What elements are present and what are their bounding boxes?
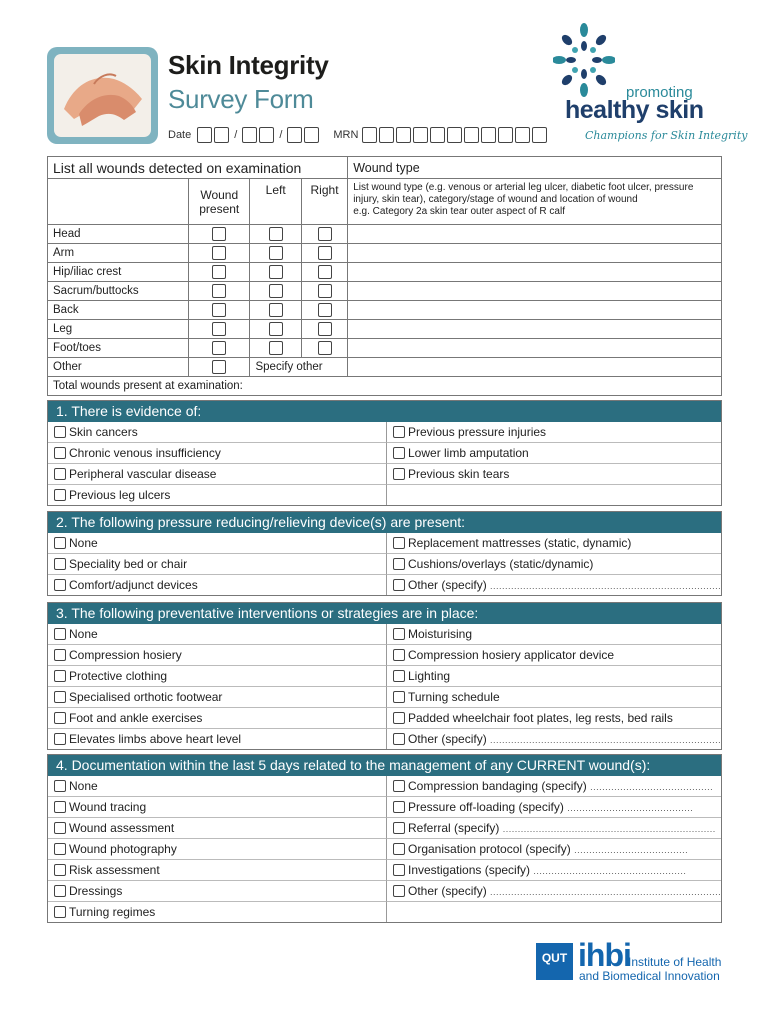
- checkbox[interactable]: [393, 864, 405, 876]
- checkbox[interactable]: [393, 649, 405, 661]
- option-foot-ankle-exercises[interactable]: Foot and ankle exercises: [48, 708, 387, 729]
- left-checkbox[interactable]: [269, 284, 283, 298]
- checkbox[interactable]: [54, 649, 66, 661]
- logo-tagline: Champions for Skin Integrity: [585, 129, 748, 142]
- checkbox[interactable]: [393, 468, 405, 480]
- option-previous-skin-tears[interactable]: Previous skin tears: [387, 464, 721, 485]
- option-comfort-devices[interactable]: Comfort/adjunct devices: [48, 575, 387, 595]
- option-peripheral-vascular[interactable]: Peripheral vascular disease: [48, 464, 387, 485]
- mrn-digit[interactable]: [481, 127, 496, 143]
- checkbox[interactable]: [393, 670, 405, 682]
- right-checkbox[interactable]: [318, 227, 332, 241]
- option-chronic-venous[interactable]: Chronic venous insufficiency: [48, 443, 387, 464]
- wound-location: Leg: [48, 320, 189, 339]
- institute-line-2: and Biomedical Innovation: [579, 969, 720, 983]
- option-other-specify[interactable]: Other (specify) .............................................................................: [387, 575, 721, 595]
- wound-type-field[interactable]: [348, 339, 722, 358]
- title-line-1: Skin Integrity: [168, 50, 329, 80]
- wound-location: Sacrum/buttocks: [48, 282, 189, 301]
- option-referral[interactable]: Referral (specify) .......................................................................: [387, 818, 721, 839]
- checkbox[interactable]: [393, 628, 405, 640]
- date-month-digit-2[interactable]: [259, 127, 274, 143]
- option-other-specify[interactable]: Other (specify) .............................................................................: [387, 729, 721, 749]
- logo-promoting: promoting: [626, 84, 693, 101]
- checkbox[interactable]: [393, 843, 405, 855]
- left-checkbox[interactable]: [269, 322, 283, 336]
- wound-present-checkbox[interactable]: [212, 227, 226, 241]
- date-year-digit-2[interactable]: [304, 127, 319, 143]
- checkbox[interactable]: [54, 489, 66, 501]
- section-1-title: 1. There is evidence of:: [48, 401, 721, 422]
- wound-row-other: [48, 358, 722, 377]
- option-moisturising[interactable]: Moisturising: [387, 624, 721, 645]
- checkbox[interactable]: [393, 691, 405, 703]
- holding-hands-icon: [54, 54, 151, 137]
- option-hosiery-applicator[interactable]: Compression hosiery applicator device: [387, 645, 721, 666]
- wound-type-instructions: List wound type (e.g. venous or arterial leg ulcer, diabetic foot ulcer, pressure injury, skin tear), category/stage of wound and location of wound: [353, 182, 694, 205]
- option-protective-clothing[interactable]: Protective clothing: [48, 666, 387, 687]
- wound-row: [48, 339, 722, 358]
- option-none[interactable]: None: [48, 533, 387, 554]
- checkbox[interactable]: [393, 426, 405, 438]
- wound-type-field[interactable]: [348, 301, 722, 320]
- checkbox[interactable]: [54, 906, 66, 918]
- wound-present-checkbox[interactable]: [212, 303, 226, 317]
- wound-row: [48, 244, 722, 263]
- left-checkbox[interactable]: [269, 246, 283, 260]
- checkbox[interactable]: [54, 579, 66, 591]
- right-checkbox[interactable]: [318, 303, 332, 317]
- ihbi-logo: ihbi: [578, 937, 631, 973]
- checkbox[interactable]: [54, 628, 66, 640]
- checkbox[interactable]: [393, 558, 405, 570]
- option-cushions-overlays[interactable]: Cushions/overlays (static/dynamic): [387, 554, 721, 575]
- hands-photo: [47, 47, 158, 144]
- checkbox[interactable]: [54, 468, 66, 480]
- option-padded-wheelchair[interactable]: Padded wheelchair foot plates, leg rests, bed rails: [387, 708, 721, 729]
- wound-type-heading: Wound type: [348, 157, 722, 179]
- checkbox[interactable]: [54, 670, 66, 682]
- date-separator: /: [234, 129, 238, 141]
- other-wound-checkbox[interactable]: [212, 360, 226, 374]
- checkbox[interactable]: [54, 780, 66, 792]
- wound-table-heading: List all wounds detected on examination: [48, 157, 348, 179]
- checkbox[interactable]: [54, 885, 66, 897]
- specify-other-label: Specify other: [250, 358, 348, 377]
- wound-location: Arm: [48, 244, 189, 263]
- section-3-title: 3. The following preventative interventions or strategies are in place:: [48, 603, 721, 624]
- wound-row: [48, 301, 722, 320]
- mrn-digit[interactable]: [515, 127, 530, 143]
- wound-type-example: e.g. Category 2a skin tear outer aspect of R calf: [353, 206, 565, 217]
- date-separator: /: [279, 129, 283, 141]
- section-documentation: [47, 754, 722, 923]
- mrn-digit[interactable]: [430, 127, 445, 143]
- date-field: [168, 127, 547, 143]
- qut-logo: QUT: [536, 943, 573, 980]
- option-skin-cancers[interactable]: Skin cancers: [48, 422, 387, 443]
- option-none[interactable]: None: [48, 624, 387, 645]
- option-organisation-protocol[interactable]: Organisation protocol (specify) ......................................: [387, 839, 721, 860]
- option-wound-photography[interactable]: Wound photography: [48, 839, 387, 860]
- option-replacement-mattresses[interactable]: Replacement mattresses (static, dynamic): [387, 533, 721, 554]
- checkbox[interactable]: [393, 885, 405, 897]
- option-risk-assessment[interactable]: Risk assessment: [48, 860, 387, 881]
- wound-type-field[interactable]: [348, 263, 722, 282]
- option-lower-limb-amputation[interactable]: Lower limb amputation: [387, 443, 721, 464]
- option-turning-regimes[interactable]: Turning regimes: [48, 902, 387, 922]
- title-line-2: Survey Form: [168, 84, 314, 114]
- wound-type-field[interactable]: [348, 320, 722, 339]
- left-checkbox[interactable]: [269, 265, 283, 279]
- left-checkbox[interactable]: [269, 227, 283, 241]
- wound-table: [47, 156, 722, 396]
- option-lighting[interactable]: Lighting: [387, 666, 721, 687]
- col-left: Left: [250, 179, 301, 225]
- checkbox[interactable]: [54, 558, 66, 570]
- mrn-digit[interactable]: [413, 127, 428, 143]
- option-previous-pressure-injuries[interactable]: Previous pressure injuries: [387, 422, 721, 443]
- option-compression-bandaging[interactable]: Compression bandaging (specify) .........................................: [387, 776, 721, 797]
- date-day-digit-2[interactable]: [214, 127, 229, 143]
- checkbox[interactable]: [54, 426, 66, 438]
- checkbox[interactable]: [54, 864, 66, 876]
- checkbox[interactable]: [393, 801, 405, 813]
- option-previous-leg-ulcers[interactable]: Previous leg ulcers: [48, 485, 387, 505]
- checkbox[interactable]: [393, 447, 405, 459]
- option-turning-schedule[interactable]: Turning schedule: [387, 687, 721, 708]
- date-label: Date: [168, 129, 192, 141]
- option-elevates-limbs[interactable]: Elevates limbs above heart level: [48, 729, 387, 749]
- wound-present-checkbox[interactable]: [212, 246, 226, 260]
- checkbox[interactable]: [54, 822, 66, 834]
- wound-location: Hip/iliac crest: [48, 263, 189, 282]
- option-orthotic-footwear[interactable]: Specialised orthotic footwear: [48, 687, 387, 708]
- option-other-specify[interactable]: Other (specify) .............................................................................: [387, 881, 721, 902]
- wound-row: [48, 263, 722, 282]
- mrn-digit[interactable]: [362, 127, 377, 143]
- right-checkbox[interactable]: [318, 284, 332, 298]
- right-checkbox[interactable]: [318, 246, 332, 260]
- left-checkbox[interactable]: [269, 341, 283, 355]
- wound-present-checkbox[interactable]: [212, 284, 226, 298]
- right-checkbox[interactable]: [318, 322, 332, 336]
- mrn-digit[interactable]: [379, 127, 394, 143]
- checkbox[interactable]: [54, 843, 66, 855]
- checkbox[interactable]: [54, 537, 66, 549]
- option-speciality-bed[interactable]: Speciality bed or chair: [48, 554, 387, 575]
- wound-type-field[interactable]: [348, 358, 722, 377]
- checkbox[interactable]: [54, 447, 66, 459]
- option-investigations[interactable]: Investigations (specify) ...................................................: [387, 860, 721, 881]
- wound-type-field[interactable]: [348, 225, 722, 244]
- option-wound-tracing[interactable]: Wound tracing: [48, 797, 387, 818]
- checkbox[interactable]: [393, 780, 405, 792]
- logo-healthy-skin: healthy skin: [565, 96, 704, 124]
- checkbox[interactable]: [393, 537, 405, 549]
- wound-location: Back: [48, 301, 189, 320]
- left-checkbox[interactable]: [269, 303, 283, 317]
- wound-present-checkbox[interactable]: [212, 341, 226, 355]
- date-day-digit-1[interactable]: [197, 127, 212, 143]
- total-wounds-label: Total wounds present at examination:: [48, 377, 722, 396]
- option-none[interactable]: None: [48, 776, 387, 797]
- checkbox[interactable]: [393, 822, 405, 834]
- mrn-label: MRN: [333, 129, 359, 141]
- wound-row: [48, 225, 722, 244]
- option-dressings[interactable]: Dressings: [48, 881, 387, 902]
- institute-line-1: Institute of Health: [628, 955, 722, 969]
- checkbox[interactable]: [54, 691, 66, 703]
- wound-present-checkbox[interactable]: [212, 265, 226, 279]
- date-month-digit-1[interactable]: [242, 127, 257, 143]
- checkbox[interactable]: [393, 579, 405, 591]
- checkbox[interactable]: [54, 712, 66, 724]
- wound-location: Foot/toes: [48, 339, 189, 358]
- right-checkbox[interactable]: [318, 265, 332, 279]
- checkbox[interactable]: [393, 733, 405, 745]
- wound-location: Head: [48, 225, 189, 244]
- wound-type-field[interactable]: [348, 244, 722, 263]
- wound-location-other: Other: [48, 358, 189, 377]
- mrn-digit[interactable]: [464, 127, 479, 143]
- mrn-digit[interactable]: [498, 127, 513, 143]
- option-pressure-off-loading[interactable]: Pressure off-loading (specify) ..........................................: [387, 797, 721, 818]
- section-evidence: [47, 400, 722, 506]
- wound-type-field[interactable]: [348, 282, 722, 301]
- section-interventions: [47, 602, 722, 750]
- option-compression-hosiery[interactable]: Compression hosiery: [48, 645, 387, 666]
- section-2-title: 2. The following pressure reducing/relieving device(s) are present:: [48, 512, 721, 533]
- option-wound-assessment[interactable]: Wound assessment: [48, 818, 387, 839]
- section-4-title: 4. Documentation within the last 5 days related to the management of any CURRENT wound(s):: [48, 755, 721, 776]
- wound-present-checkbox[interactable]: [212, 322, 226, 336]
- section-devices: [47, 511, 722, 596]
- checkbox[interactable]: [54, 801, 66, 813]
- date-year-digit-1[interactable]: [287, 127, 302, 143]
- mrn-digit[interactable]: [447, 127, 462, 143]
- mrn-digit[interactable]: [532, 127, 547, 143]
- checkbox[interactable]: [54, 733, 66, 745]
- col-right: Right: [301, 179, 347, 225]
- right-checkbox[interactable]: [318, 341, 332, 355]
- mrn-digit[interactable]: [396, 127, 411, 143]
- wound-row: [48, 320, 722, 339]
- col-wound-present: Wound present: [189, 179, 250, 225]
- checkbox[interactable]: [393, 712, 405, 724]
- wound-row: [48, 282, 722, 301]
- flower-logo-icon: [553, 22, 615, 98]
